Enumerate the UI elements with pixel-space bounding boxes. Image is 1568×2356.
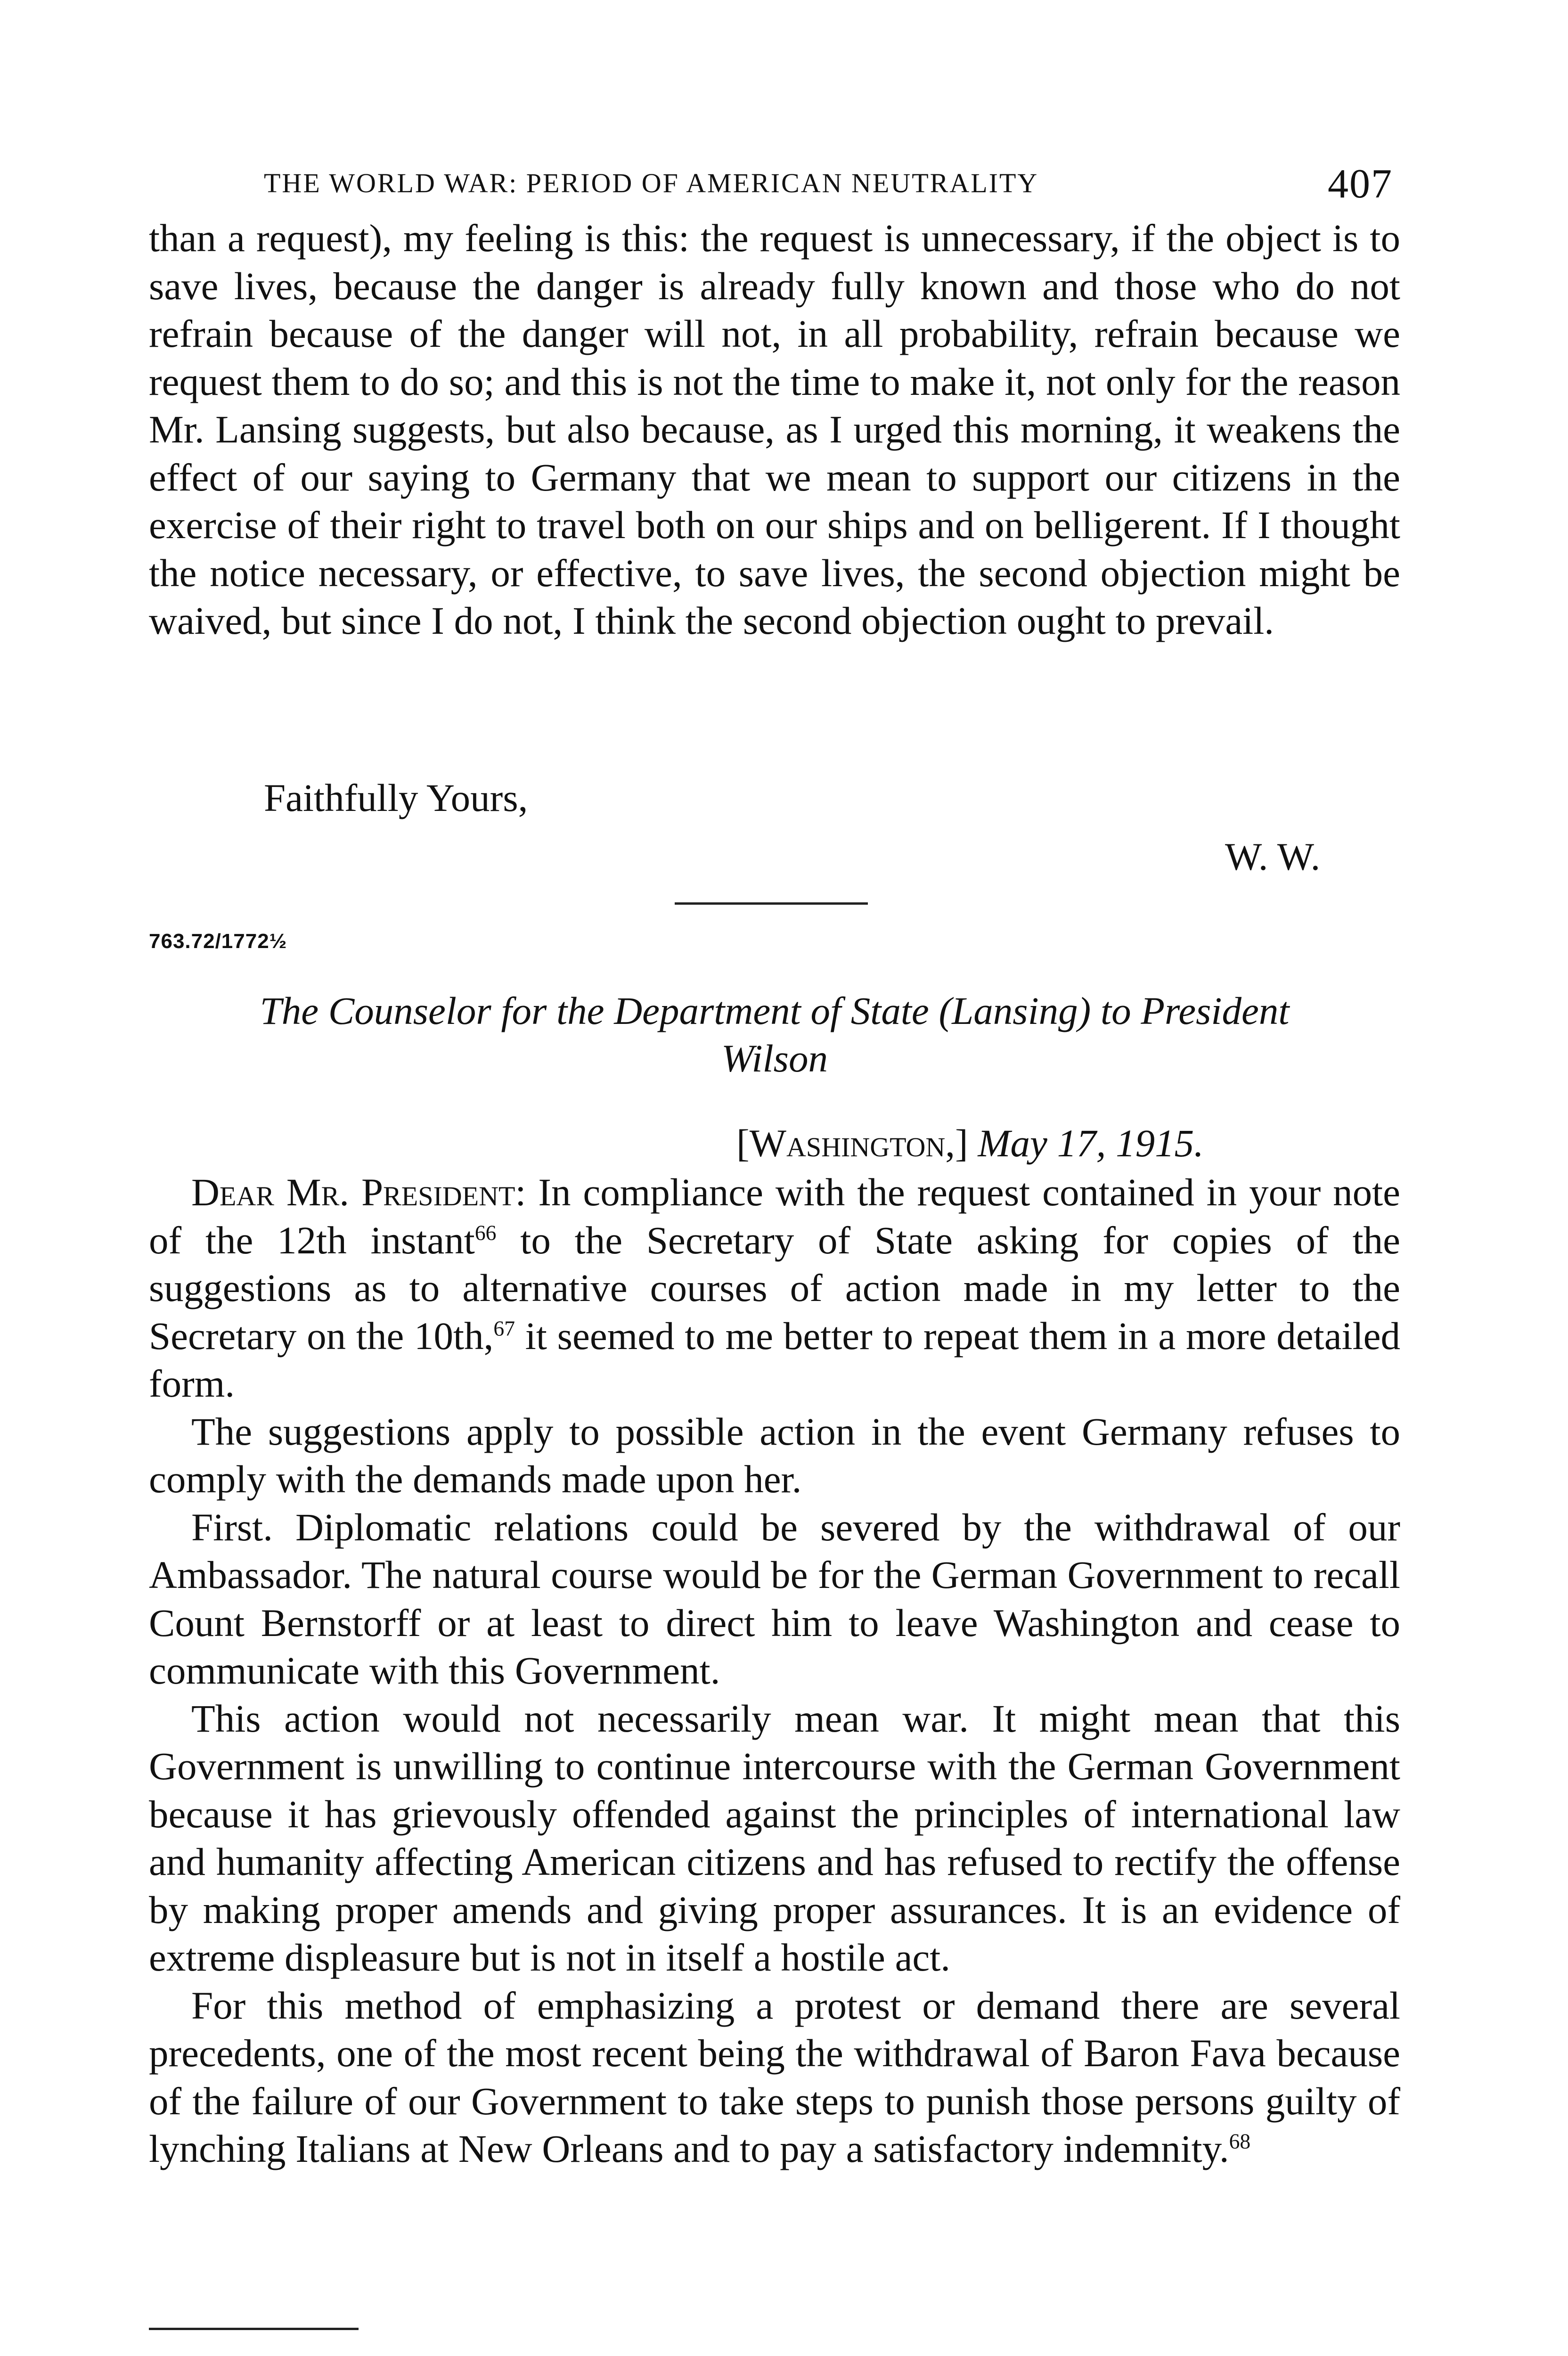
dateline-date: May 17, 1915. [978, 1121, 1204, 1165]
document-title-line-1: The Counselor for the Department of State (Lansing) to President [260, 989, 1290, 1032]
paragraph-5-text: For this method of emphasizing a protest or demand there are several precedents, one of the most recent being the withdrawal of Baron Fava because of the failure of our Government to take steps to punish those persons guilty of lynching Italians at New Orleans and to pay a satisfactory indemnity. [149, 1983, 1400, 2170]
page-number: 407 [1328, 161, 1393, 207]
file-number: 763.72/1772½ [149, 930, 287, 953]
paragraph-1-text-c: it seemed to me better to repeat them in a more detailed form. [149, 1314, 1401, 1405]
section-separator [675, 902, 868, 905]
letter-closing: Faithfully Yours, [264, 776, 528, 819]
document-title-line-2: Wilson [721, 1037, 828, 1080]
letter-body [149, 1169, 1400, 2173]
paragraph-1-text-a: In compliance with the request contained in your note of the 12th instant [149, 1170, 1400, 1262]
dateline [736, 1121, 1204, 1166]
footnote-rule [149, 2328, 359, 2330]
salutation: Dear Mr. President: [191, 1170, 526, 1214]
footnote-ref-67: 67 [493, 1316, 515, 1340]
continuation-paragraph: than a request), my feeling is this: the request is unnecessary, if the object is to save lives, because the danger is already fully known and those who do not refrain because of the danger will not, in all probability, refrain because we request them to do so; and this is not the time to make it, not only for the reason Mr. Lansing suggests, but also because, as I urged this morning, it weakens the effect of our saying to Germany that we mean to support our citizens in the exercise of their right to travel both on our ships and on belligerent. If I thought the notice necessary, or effective, to save lives, the second objection might be waived, but since I do not, I think the second objection ought to prevail. [149, 216, 1400, 642]
document-title [149, 987, 1400, 1082]
running-head: THE WORLD WAR: PERIOD OF AMERICAN NEUTRALITY [264, 168, 1039, 198]
letter-paragraph-3: First. Diplomatic relations could be severed by the withdrawal of our Ambassador. The natural course would be for the German Government to recall Count Bernstorff or at least to direct him to leave Washington and cease to communicate with this Government. [149, 1505, 1400, 1692]
footnote-ref-66: 66 [474, 1220, 497, 1244]
letter-paragraph-4: This action would not necessarily mean war. It might mean that this Government is unwilling to continue intercourse with the German Government because it has grievously offended against the principles of international law and humanity affecting American citizens and has refused to rectify the offense by making proper amends and giving proper assurances. It is an evidence of extreme displeasure but is not in itself a hostile act. [149, 1696, 1400, 1979]
footnote-ref-68: 68 [1229, 2129, 1251, 2153]
letter-paragraph-1 [149, 1169, 1400, 1408]
continuation-paragraph-block [149, 214, 1400, 645]
letter-signature: W. W. [1225, 835, 1321, 878]
letter-paragraph-5 [149, 1982, 1400, 2173]
paragraph-1-text-b: to the Secretary of State asking for copies of the suggestions as to alternative courses of action made in my letter to the Secretary on the 10th, [149, 1218, 1401, 1358]
dateline-place: [Washington,] [736, 1121, 968, 1165]
letter-paragraph-2: The suggestions apply to possible action in the event Germany refuses to comply with the demands made upon her. [149, 1409, 1400, 1501]
